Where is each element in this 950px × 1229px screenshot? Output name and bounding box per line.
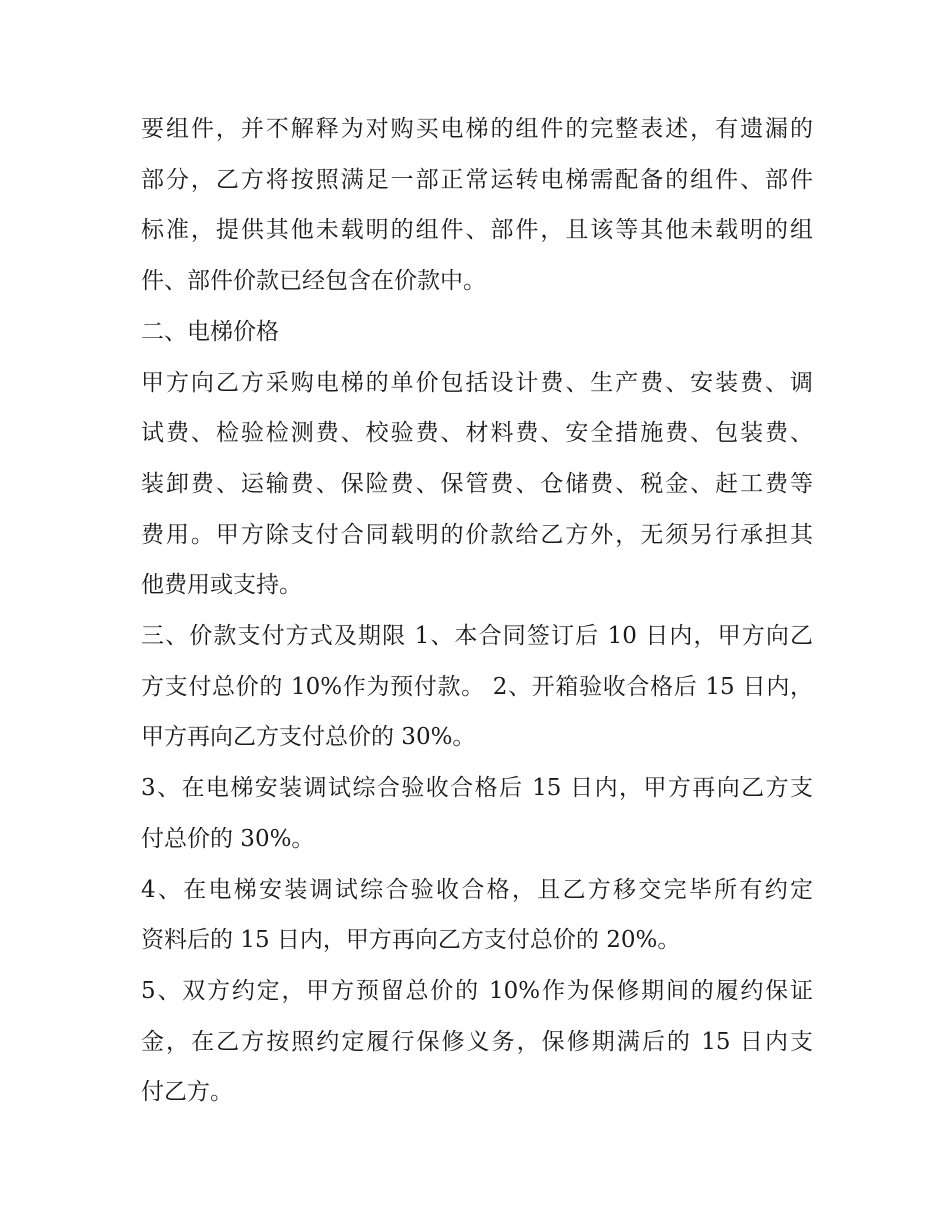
text-line: 费用。甲方除支付合同载明的价款给乙方外，无须另行承担其 [141, 521, 813, 548]
section-heading-elevator-price [141, 307, 813, 358]
text-line: 3、在电梯安装调试综合验收合格后 15 日内，甲方再向乙方支 [141, 775, 813, 802]
text-line: 方支付总价的 10%作为预付款。 2、开箱验收合格后 15 日内， [141, 673, 813, 700]
text-line: 部分，乙方将按照满足一部正常运转电梯需配备的组件、部件 [141, 166, 813, 193]
text-line: 付总价的 30%。 [141, 825, 315, 852]
text-line: 三、价款支付方式及期限 1、本合同签订后 10 日内，甲方向乙 [141, 623, 813, 650]
text-line: 要组件，并不解释为对购买电梯的组件的完整表述，有遗漏的 [141, 116, 813, 142]
text-line: 金，在乙方按照约定履行保修义务，保修期满后的 15 日内支 [141, 1028, 813, 1055]
text-line: 5、双方约定，甲方预留总价的 10%作为保修期间的履约保证 [141, 977, 813, 1004]
text-line: 件、部件价款已经包含在价款中。 [141, 268, 486, 295]
paragraph-payment-terms [141, 611, 813, 763]
text-line: 付乙方。 [141, 1079, 233, 1106]
text-line: 4、在电梯安装调试综合验收合格，且乙方移交完毕所有约定 [141, 876, 813, 903]
paragraph-payment-item-4 [141, 865, 813, 966]
paragraph-price-composition [141, 358, 813, 612]
paragraph-components-clause [141, 104, 813, 307]
text-line: 他费用或支持。 [141, 572, 302, 599]
text-line: 标准，提供其他未载明的组件、部件，且该等其他未载明的组 [141, 217, 813, 244]
paragraph-payment-item-3 [141, 763, 813, 864]
text-line: 甲方再向乙方支付总价的 30%。 [141, 724, 476, 751]
text-line: 甲方向乙方采购电梯的单价包括设计费、生产费、安装费、调 [141, 369, 813, 396]
text-line: 试费、检验检测费、校验费、材料费、安全措施费、包装费、 [141, 420, 813, 447]
paragraph-payment-item-5 [141, 966, 813, 1118]
text-line: 二、电梯价格 [141, 318, 279, 345]
text-line: 装卸费、运输费、保险费、保管费、仓储费、税金、赶工费等 [141, 470, 813, 497]
text-line: 资料后的 15 日内，甲方再向乙方支付总价的 20%。 [141, 927, 681, 954]
document-body [141, 104, 813, 1118]
